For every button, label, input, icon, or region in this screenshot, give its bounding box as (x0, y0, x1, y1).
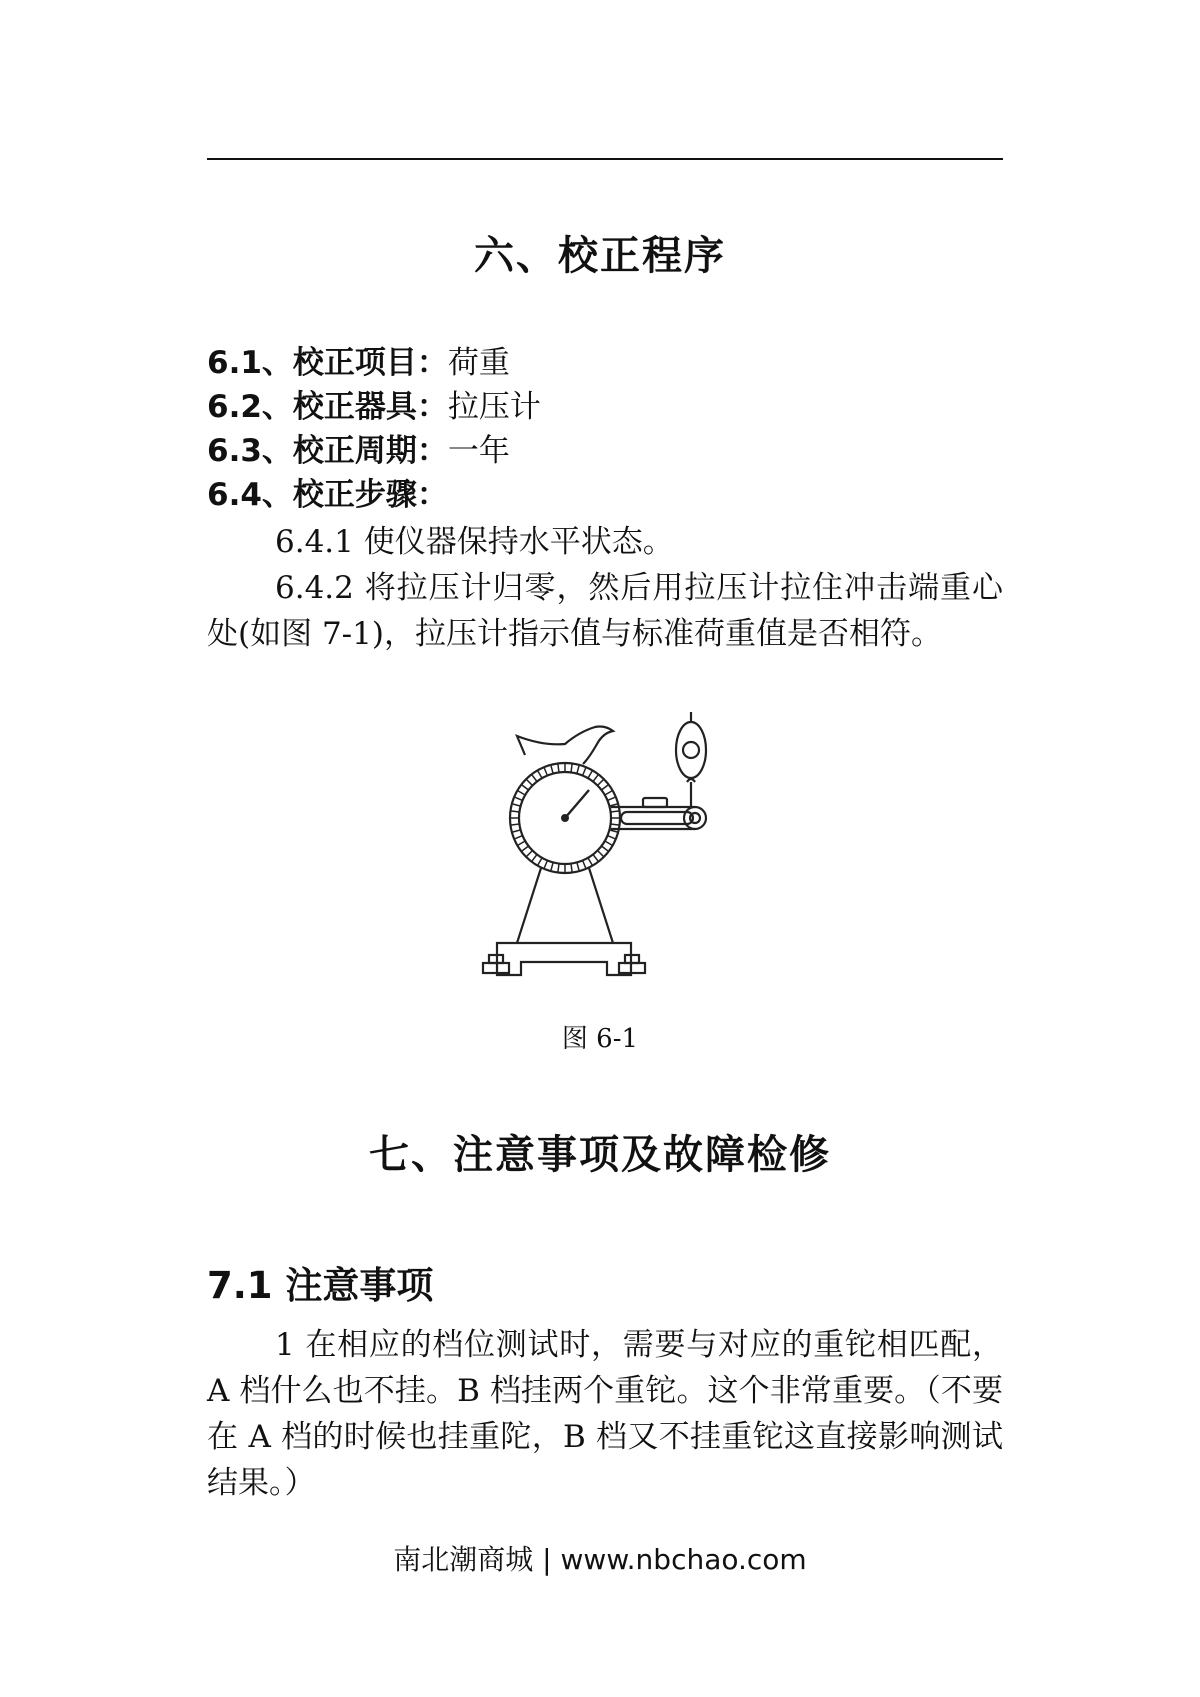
item-6-4 (207, 473, 448, 517)
item-value: 拉压计 (447, 389, 541, 425)
dial-tick (522, 785, 528, 790)
dial-tick (605, 791, 612, 795)
dial-tick (571, 764, 572, 772)
dial-tick (522, 846, 528, 851)
dial-tick (538, 858, 542, 865)
dial-tick (611, 824, 619, 825)
dial-tick (513, 830, 521, 832)
dial-needle (565, 790, 589, 818)
item-label: 6.1、校正项目： (207, 345, 448, 381)
section-7-title: 七、注意事项及故障检修 (369, 1132, 831, 1178)
pendulum-arm (611, 807, 695, 829)
jaw-shape (517, 727, 613, 765)
dial-tick (605, 841, 612, 845)
pendulum-tester-figure (455, 700, 745, 990)
dial-tick (607, 836, 614, 839)
dial-tick (515, 797, 522, 800)
dial-tick (515, 836, 522, 839)
dial-tick (527, 851, 533, 857)
arm-slot (621, 812, 693, 824)
dial-tick (601, 785, 607, 790)
header-rule (207, 158, 1003, 160)
dial-tick (598, 780, 604, 786)
item-6-1 (207, 341, 510, 385)
dial-tick (601, 846, 607, 851)
footer-text: 南北潮商城 | www.nbchao.com (393, 1543, 807, 1576)
stand-legs (517, 868, 613, 943)
dial-tick (577, 766, 579, 774)
dial-tick (588, 858, 592, 865)
dial-tick (511, 811, 519, 812)
base-shape (497, 943, 631, 975)
dial-tick (532, 854, 537, 860)
item-value: 一年 (447, 433, 510, 469)
dial-tick (551, 766, 553, 774)
item-value: 荷重 (447, 345, 510, 381)
item-label: 6.4、校正步骤： (207, 477, 448, 513)
item-6-2 (207, 385, 541, 429)
dial-tick (518, 841, 525, 845)
dial-tick (593, 854, 598, 860)
dial-tick (593, 775, 598, 781)
gauge-body (676, 722, 706, 778)
item-6-3 (207, 429, 510, 473)
step-6-4-1: 6.4.1 使仪器保持水平状态。 (275, 524, 674, 560)
dial-tick (544, 768, 547, 775)
dial-tick (558, 864, 559, 872)
dial-tick (607, 797, 614, 800)
arm-pivot (684, 807, 706, 829)
dial-tick (583, 768, 586, 775)
dial-tick (598, 851, 604, 857)
dial-tick (588, 771, 592, 778)
arm-weight (643, 798, 667, 807)
dial-tick (551, 862, 553, 870)
dial-tick (513, 804, 521, 806)
dial-tick (577, 862, 579, 870)
step-6-4-2: 6.4.2 将拉压计归零，然后用拉压计拉住冲击端重心处(如图 7-1)，拉压计指示值与标准荷重值是否相符。 (207, 570, 1003, 652)
dial-tick (518, 791, 525, 795)
dial-tick (532, 775, 537, 781)
dial-tick (583, 860, 586, 867)
section-7-1-title: 7.1 注意事项 (207, 1264, 434, 1307)
dial-tick (558, 764, 559, 772)
item-label: 6.2、校正器具： (207, 389, 448, 425)
dial-tick (511, 824, 519, 825)
dial-tick (609, 804, 617, 806)
figure-caption: 图 6-1 (561, 1024, 639, 1054)
dial-tick (571, 864, 572, 872)
item-label: 6.3、校正周期： (207, 433, 448, 469)
dial-tick (611, 811, 619, 812)
dial-tick (538, 771, 542, 778)
dial-tick (544, 860, 547, 867)
section-6-title: 六、校正程序 (474, 233, 726, 279)
dial-tick (527, 780, 533, 786)
dial-tick (609, 830, 617, 832)
note-paragraph: 1 在相应的档位测试时，需要与对应的重铊相匹配，A 档什么也不挂。B 档挂两个重铊。这个非常重要。（不要在 A 档的时候也挂重陀，B 档又不挂重铊这直接影响测试结果。） (207, 1327, 1003, 1501)
